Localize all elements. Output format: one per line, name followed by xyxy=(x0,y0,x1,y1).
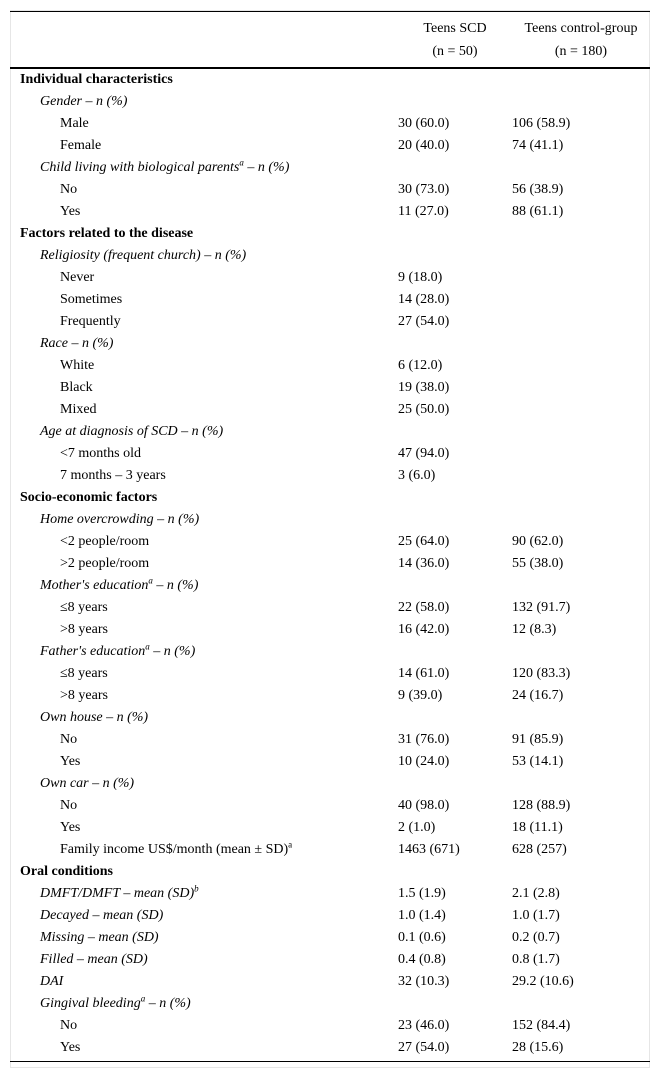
table-row xyxy=(10,1015,650,1037)
control-value: 29.2 (10.6) xyxy=(512,974,574,989)
row-label: Frequently xyxy=(60,314,121,329)
row-label: 7 months – 3 years xyxy=(60,468,166,483)
scd-value: 23 (46.0) xyxy=(398,1018,450,1033)
control-value: 120 (83.3) xyxy=(512,666,571,681)
section-heading: Factors related to the disease xyxy=(20,226,194,241)
row-label: ≤8 years xyxy=(60,600,108,615)
table-row xyxy=(10,729,650,751)
subheading-row xyxy=(10,707,650,729)
scd-value: 25 (64.0) xyxy=(398,534,450,549)
footnote-marker: a xyxy=(145,641,150,652)
control-value: 90 (62.0) xyxy=(512,534,564,549)
table-row xyxy=(10,663,650,685)
table-row xyxy=(10,883,650,905)
section-row xyxy=(10,861,650,883)
col-control-n: (n = 180) xyxy=(554,43,608,59)
control-value: 2.1 (2.8) xyxy=(512,886,560,901)
row-label: Father's education$^a$ – n (%) xyxy=(40,641,196,659)
scd-value: 2 (1.0) xyxy=(398,820,436,835)
control-value: 12 (8.3) xyxy=(512,622,557,637)
table-row xyxy=(10,905,650,927)
table-row xyxy=(10,289,650,311)
control-value xyxy=(512,465,650,487)
subheading-row xyxy=(10,157,650,179)
control-value xyxy=(512,443,650,465)
section-heading: Socio-economic factors xyxy=(20,490,158,505)
table-row xyxy=(10,751,650,773)
row-label: Home overcrowding – n (%) xyxy=(40,512,200,527)
row-label: Yes xyxy=(60,820,81,835)
footnote-marker: a xyxy=(140,993,146,1004)
col-control-title: Teens control-group xyxy=(524,20,638,36)
row-label: Own car – n (%) xyxy=(40,776,135,791)
subheading-row xyxy=(10,993,650,1015)
footnote-marker: a xyxy=(239,157,244,168)
row-label: ≤8 years xyxy=(60,666,108,681)
scd-value: 40 (98.0) xyxy=(398,798,450,813)
row-label: Mixed xyxy=(60,402,97,417)
row-label: Race – n (%) xyxy=(40,336,114,351)
control-value: 128 (88.9) xyxy=(512,798,571,813)
scd-value: 32 (10.3) xyxy=(398,974,450,989)
row-label: Mother's education$^a$ – n (%) xyxy=(40,575,199,593)
control-value: 0.2 (0.7) xyxy=(512,930,560,945)
row-label: Own house – n (%) xyxy=(40,710,149,725)
row-label: No xyxy=(60,798,78,813)
control-value: 132 (91.7) xyxy=(512,600,571,615)
control-value: 0.8 (1.7) xyxy=(512,952,560,967)
scd-value: 16 (42.0) xyxy=(398,622,450,637)
row-label: Sometimes xyxy=(60,292,123,307)
row-label: <2 people/room xyxy=(60,534,150,549)
scd-value: 3 (6.0) xyxy=(398,468,436,483)
table-row xyxy=(10,179,650,201)
table-row xyxy=(10,817,650,839)
scd-value: 1.5 (1.9) xyxy=(398,886,446,901)
table-row xyxy=(10,443,650,465)
table-body xyxy=(10,68,650,1062)
row-label: Gingival bleeding$^a$ – n (%) xyxy=(40,993,191,1011)
scd-value: 0.1 (0.6) xyxy=(398,930,446,945)
table-row xyxy=(10,531,650,553)
scd-value: 27 (54.0) xyxy=(398,314,450,329)
row-label: >2 people/room xyxy=(60,556,150,571)
control-value: 628 (257) xyxy=(512,842,567,857)
row-label: Yes xyxy=(60,1040,81,1055)
table-row xyxy=(10,399,650,421)
table-row xyxy=(10,201,650,223)
footnote-marker: b xyxy=(194,883,199,894)
row-label: Family income US$/month (mean ± SD)$^a$ xyxy=(60,839,293,857)
scd-value: 6 (12.0) xyxy=(398,358,443,373)
row-label: Age at diagnosis of SCD – n (%) xyxy=(40,424,224,439)
control-value: 1.0 (1.7) xyxy=(512,908,560,923)
table-row xyxy=(10,839,650,861)
row-label: Religiosity (frequent church) – n (%) xyxy=(40,248,247,263)
control-value xyxy=(512,399,650,421)
scd-value: 10 (24.0) xyxy=(398,754,450,769)
control-value: 88 (61.1) xyxy=(512,204,564,219)
footnote-marker: a xyxy=(148,575,153,586)
table-row xyxy=(10,971,650,993)
subheading-row xyxy=(10,245,650,267)
table-row xyxy=(10,1037,650,1062)
row-label: >8 years xyxy=(60,622,108,637)
section-heading: Oral conditions xyxy=(20,864,113,879)
characteristics-table xyxy=(10,11,650,1062)
table-row xyxy=(10,465,650,487)
row-label: White xyxy=(60,358,95,373)
section-row xyxy=(10,223,650,245)
scd-value: 47 (94.0) xyxy=(398,446,450,461)
row-label: Decayed – mean (SD) xyxy=(40,908,164,923)
row-label: DMFT/DMFT – mean (SD)$^b$ xyxy=(40,883,199,901)
row-label: >8 years xyxy=(60,688,108,703)
row-label: No xyxy=(60,182,78,197)
table-row xyxy=(10,553,650,575)
row-label: Gender – n (%) xyxy=(40,94,128,109)
scd-value: 14 (61.0) xyxy=(398,666,450,681)
row-label: Filled – mean (SD) xyxy=(40,952,148,967)
row-label: Missing – mean (SD) xyxy=(40,930,159,945)
row-label: Child living with biological parents$^a$ – n (%) xyxy=(40,157,290,175)
control-value: 24 (16.7) xyxy=(512,688,564,703)
control-value: 74 (41.1) xyxy=(512,138,564,153)
control-value: 53 (14.1) xyxy=(512,754,564,769)
subheading-row xyxy=(10,91,650,113)
control-value: 152 (84.4) xyxy=(512,1018,571,1033)
table-row xyxy=(10,685,650,707)
scd-value: 20 (40.0) xyxy=(398,138,450,153)
scd-value: 27 (54.0) xyxy=(398,1040,450,1055)
control-value xyxy=(512,311,650,333)
table-row xyxy=(10,927,650,949)
control-value: 91 (85.9) xyxy=(512,732,564,747)
section-heading: Individual characteristics xyxy=(20,72,173,87)
scd-value: 19 (38.0) xyxy=(398,380,450,395)
scd-value: 9 (39.0) xyxy=(398,688,443,703)
control-value: 106 (58.9) xyxy=(512,116,571,131)
scd-value: 14 (36.0) xyxy=(398,556,450,571)
control-value: 55 (38.0) xyxy=(512,556,564,571)
scd-value: 25 (50.0) xyxy=(398,402,450,417)
row-label: Male xyxy=(60,116,89,131)
row-label: Female xyxy=(60,138,102,153)
table-row xyxy=(10,267,650,289)
subheading-row xyxy=(10,333,650,355)
control-value: 56 (38.9) xyxy=(512,182,564,197)
scd-value: 9 (18.0) xyxy=(398,270,443,285)
section-row xyxy=(10,487,650,509)
table-row xyxy=(10,311,650,333)
table-row xyxy=(10,135,650,157)
row-label: <7 months old xyxy=(60,446,142,461)
subheading-row xyxy=(10,509,650,531)
table-row xyxy=(10,377,650,399)
row-label: Yes xyxy=(60,204,81,219)
control-value xyxy=(512,377,650,399)
table-row xyxy=(10,355,650,377)
scd-value: 31 (76.0) xyxy=(398,732,450,747)
section-row xyxy=(10,68,650,91)
scd-value: 30 (60.0) xyxy=(398,116,450,131)
subheading-row xyxy=(10,773,650,795)
footnote-marker: a xyxy=(288,839,293,850)
col-scd-title: Teens SCD xyxy=(423,20,487,36)
scd-value: 22 (58.0) xyxy=(398,600,450,615)
control-value: 18 (11.1) xyxy=(512,820,563,835)
control-value xyxy=(512,355,650,377)
table-header xyxy=(10,12,650,69)
scd-value: 14 (28.0) xyxy=(398,292,450,307)
scd-value: 1463 (671) xyxy=(398,842,460,857)
subheading-row xyxy=(10,421,650,443)
table-row xyxy=(10,619,650,641)
row-label: No xyxy=(60,732,78,747)
scd-value: 1.0 (1.4) xyxy=(398,908,446,923)
subheading-row xyxy=(10,575,650,597)
scd-value: 0.4 (0.8) xyxy=(398,952,446,967)
subheading-row xyxy=(10,641,650,663)
control-value xyxy=(512,289,650,311)
col-scd-n: (n = 50) xyxy=(432,43,478,59)
table-row xyxy=(10,597,650,619)
row-label: Never xyxy=(60,270,95,285)
scd-value: 30 (73.0) xyxy=(398,182,450,197)
control-value: 28 (15.6) xyxy=(512,1040,564,1055)
control-value xyxy=(512,267,650,289)
table-row xyxy=(10,949,650,971)
table-row xyxy=(10,113,650,135)
scd-value: 11 (27.0) xyxy=(398,204,449,219)
row-label: Yes xyxy=(60,754,81,769)
row-label: No xyxy=(60,1018,78,1033)
table-row xyxy=(10,795,650,817)
row-label: DAI xyxy=(40,974,64,989)
row-label: Black xyxy=(60,380,93,395)
